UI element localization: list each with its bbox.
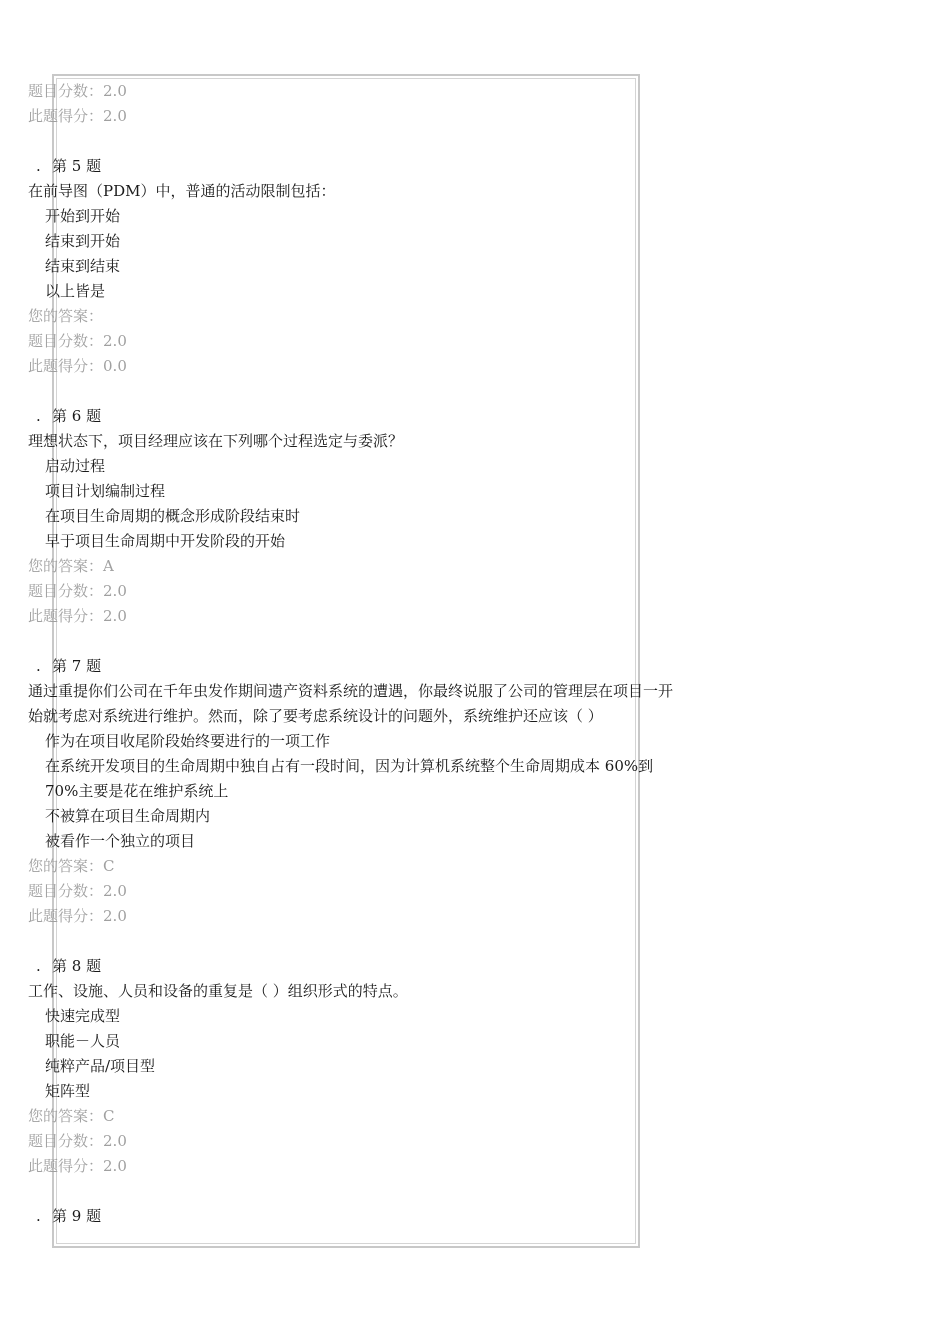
option[interactable]: 项目计划编制过程 xyxy=(45,482,166,500)
option[interactable]: 以上皆是 xyxy=(45,282,106,300)
question-block xyxy=(28,654,688,929)
option[interactable]: 结束到结束 xyxy=(45,257,121,275)
question-points-line: 题目分数：2.0 xyxy=(28,1132,127,1150)
question-number: . 第 5 题 xyxy=(36,157,102,175)
question-block xyxy=(28,404,688,629)
question-text: 在前导图（PDM）中，普通的活动限制包括： xyxy=(28,182,336,200)
option[interactable]: 作为在项目收尾阶段始终要进行的一项工作 xyxy=(45,732,331,750)
option[interactable]: 开始到开始 xyxy=(45,207,121,225)
option[interactable]: 在项目生命周期的概念形成阶段结束时 xyxy=(45,507,301,525)
your-answer-line: 您的答案：C xyxy=(28,1107,115,1125)
question-number: . 第 9 题 xyxy=(36,1207,102,1225)
quiz-results xyxy=(28,79,688,1229)
earned-points-line: 此题得分：2.0 xyxy=(28,907,127,925)
earned-points-line: 此题得分：2.0 xyxy=(28,107,127,125)
question-points-line: 题目分数：2.0 xyxy=(28,882,127,900)
your-answer-line: 您的答案：C xyxy=(28,857,115,875)
option[interactable]: 结束到开始 xyxy=(45,232,121,250)
option[interactable]: 在系统开发项目的生命周期中独自占有一段时间，因为计算机系统整个生命周期成本 60%到 70%主要是花在维护系统上 xyxy=(45,757,654,800)
earned-points-line: 此题得分：0.0 xyxy=(28,357,127,375)
question-points-line: 题目分数：2.0 xyxy=(28,582,127,600)
question-number: . 第 8 题 xyxy=(36,957,102,975)
option[interactable]: 纯粹产品/项目型 xyxy=(45,1057,156,1075)
option[interactable]: 被看作一个独立的项目 xyxy=(45,832,196,850)
option[interactable]: 不被算在项目生命周期内 xyxy=(45,807,211,825)
question-number: . 第 7 题 xyxy=(36,657,102,675)
option[interactable]: 启动过程 xyxy=(45,457,106,475)
earned-points-line: 此题得分：2.0 xyxy=(28,1157,127,1175)
question-number: . 第 6 题 xyxy=(36,407,102,425)
option[interactable]: 职能－人员 xyxy=(45,1032,121,1050)
question-block xyxy=(28,954,688,1179)
question-points-line: 题目分数：2.0 xyxy=(28,82,127,100)
option[interactable]: 早于项目生命周期中开发阶段的开始 xyxy=(45,532,286,550)
earned-points-line: 此题得分：2.0 xyxy=(28,607,127,625)
question-text: 通过重提你们公司在千年虫发作期间遗产资料系统的遭遇，你最终说服了公司的管理层在项目一开始就考虑对系统进行维护。然而，除了要考虑系统设计的问题外，系统维护还应该（ ） xyxy=(28,682,674,725)
option[interactable]: 快速完成型 xyxy=(45,1007,121,1025)
your-answer-line: 您的答案：A xyxy=(28,557,114,575)
question-block xyxy=(28,154,688,379)
question-text: 理想状态下，项目经理应该在下列哪个过程选定与委派？ xyxy=(28,432,404,450)
question-points-line: 题目分数：2.0 xyxy=(28,332,127,350)
option[interactable]: 矩阵型 xyxy=(45,1082,91,1100)
question-text: 工作、设施、人员和设备的重复是（ ）组织形式的特点。 xyxy=(28,982,408,1000)
your-answer-line: 您的答案： xyxy=(28,307,104,325)
